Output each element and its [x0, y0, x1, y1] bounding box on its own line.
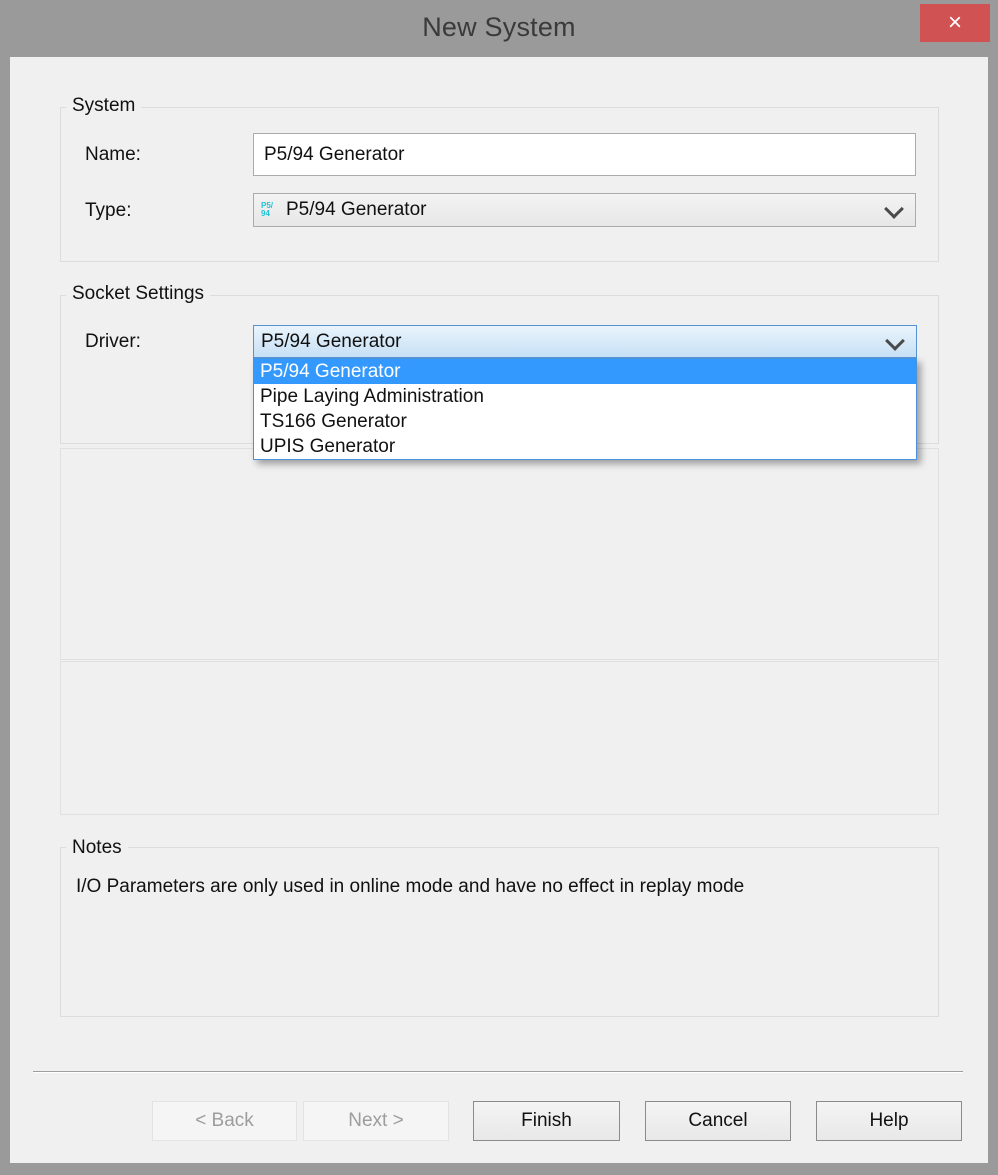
- finish-button[interactable]: Finish: [473, 1101, 620, 1141]
- socket-settings-group-label: Socket Settings: [66, 283, 210, 305]
- driver-option-ts166-generator[interactable]: TS166 Generator: [260, 410, 407, 432]
- notes-groupbox: [60, 847, 939, 1017]
- notes-group-label: Notes: [66, 837, 128, 859]
- type-combobox[interactable]: [253, 193, 916, 227]
- driver-combobox[interactable]: [253, 325, 917, 358]
- p594-type-icon: [261, 202, 278, 219]
- close-icon: ×: [947, 9, 962, 36]
- title-bar[interactable]: [0, 0, 998, 57]
- type-icon-line1: P5/: [261, 201, 274, 210]
- driver-combobox-value: P5/94 Generator: [261, 330, 402, 352]
- system-group-label: System: [66, 95, 141, 117]
- cancel-button[interactable]: Cancel: [645, 1101, 791, 1141]
- dialog-title: New System: [422, 12, 576, 42]
- driver-option-upis-generator[interactable]: UPIS Generator: [260, 435, 396, 457]
- driver-dropdown-list: [253, 358, 917, 460]
- name-label: Name:: [85, 144, 141, 165]
- driver-option-pipe-laying-administration[interactable]: Pipe Laying Administration: [260, 385, 484, 407]
- driver-label: Driver:: [85, 331, 141, 352]
- parameters-panel-lower: [60, 661, 939, 815]
- parameters-panel-upper: [60, 448, 939, 660]
- notes-text: I/O Parameters are only used in online mode and have no effect in replay mode: [76, 876, 745, 897]
- footer-divider: [33, 1071, 963, 1073]
- type-icon-line2: 94: [261, 209, 270, 218]
- back-button[interactable]: < Back: [152, 1101, 297, 1141]
- chevron-down-icon: [885, 331, 905, 351]
- name-input-value: P5/94 Generator: [264, 143, 405, 165]
- driver-option-p594-generator[interactable]: P5/94 Generator: [254, 359, 916, 384]
- close-button[interactable]: [920, 4, 990, 42]
- help-button[interactable]: Help: [816, 1101, 962, 1141]
- name-input[interactable]: [253, 133, 916, 176]
- type-combobox-value: P5/94 Generator: [286, 199, 427, 220]
- chevron-down-icon: [884, 199, 904, 219]
- system-groupbox: [60, 107, 939, 262]
- type-label: Type:: [85, 200, 132, 221]
- next-button[interactable]: Next >: [303, 1101, 449, 1141]
